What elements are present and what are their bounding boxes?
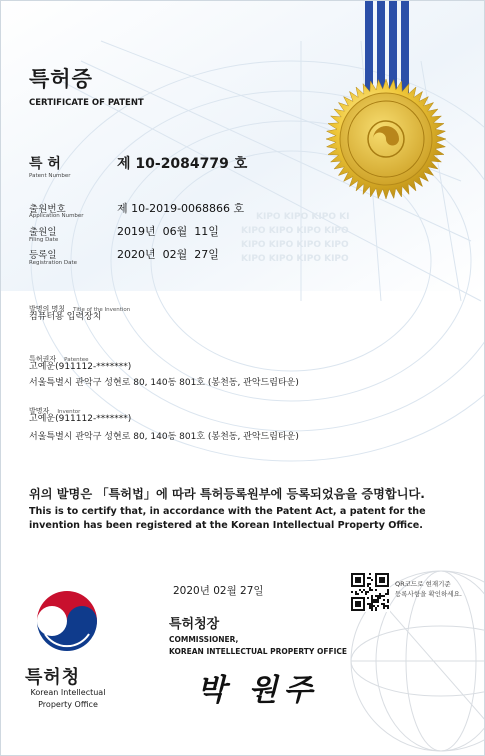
filing-date-value: 2019년 06월 11일 <box>117 225 219 238</box>
certificate-title-en: CERTIFICATE OF PATENT <box>29 98 144 108</box>
issue-date: 2020년 02월 27일 <box>173 585 264 597</box>
office-name-ko: 특허청 <box>25 667 81 688</box>
commissioner-title-en <box>169 634 347 657</box>
patentee-name: 고예운(911112-*******) <box>29 362 132 372</box>
invention-label: 발명의 명칭 <box>29 305 66 313</box>
qr-caption-line-2: 등록사항을 확인하세요. <box>395 590 462 598</box>
certification-text-ko: 위의 발명은 「특허법」에 따라 특허등록원부에 등록되었음을 증명합니다. <box>29 487 425 501</box>
svg-text:KIPO KIPO KIPO KIPO: KIPO KIPO KIPO KIPO <box>241 240 349 250</box>
commissioner-title: 특허청장 <box>169 617 220 632</box>
registration-date-value: 2020년 02월 27일 <box>117 248 219 261</box>
qr-code-icon <box>350 572 390 612</box>
office-name-en <box>21 687 115 711</box>
office-name-en-2: Property Office <box>38 700 98 709</box>
kipo-logo-icon <box>37 591 97 651</box>
inventor-label: 발명자 <box>29 407 50 415</box>
application-number-label: 출원번호 <box>29 204 66 215</box>
patent-number-label: 특 허 <box>29 156 61 172</box>
application-number-value: 제 10-2019-0068866 호 <box>117 202 245 215</box>
patentee-label: 특허권자 <box>29 355 57 363</box>
patentee-address: 서울특별시 관악구 성현로 80, 140동 801호 (봉천동, 관악드림타운) <box>29 378 299 388</box>
svg-text:KIPO KIPO KIPO KIPO: KIPO KIPO KIPO KIPO <box>241 254 349 264</box>
invention-label-en: Title of the Invention <box>73 307 131 313</box>
svg-text:KIPO KIPO KIPO KIPO: KIPO KIPO KIPO KIPO <box>241 226 349 236</box>
patent-number-value: 제 10-2084779 호 <box>117 156 248 172</box>
commissioner-title-en-1: COMMISSIONER, <box>169 635 239 644</box>
commissioner-title-en-2: KOREAN INTELLECTUAL PROPERTY OFFICE <box>169 646 348 656</box>
inventor-label-en: Inventor <box>57 409 81 415</box>
gold-seal-icon <box>326 79 446 199</box>
inventor-address: 서울특별시 관악구 성현로 80, 140동 801호 (봉천동, 관악드림타운) <box>29 432 299 442</box>
patent-number-label-en: Patent Number <box>29 173 71 179</box>
filing-date-label: 출원일 <box>29 227 57 238</box>
filing-date-label-en: Filing Date <box>29 237 59 243</box>
svg-text:KIPO KIPO KIPO KI: KIPO KIPO KIPO KI <box>256 212 350 222</box>
certification-text-en: This is to certify that, in accordance with the Patent Act, a patent for the invention has been registered at the Korean Intellectual Property Office. <box>29 506 426 531</box>
invention-title: 컴퓨터용 입력장치 <box>29 312 102 322</box>
certificate-title: 특허증 <box>29 67 93 91</box>
patentee-label-en: Patentee <box>64 357 89 363</box>
qr-caption-line-1: QR코드로 현재기준 <box>395 580 451 588</box>
qr-caption <box>395 579 462 599</box>
registration-date-label: 등록일 <box>29 250 57 261</box>
inventor-name: 고예운(911112-*******) <box>29 414 132 424</box>
office-name-en-1: Korean Intellectual <box>30 688 106 697</box>
registration-date-label-en: Registration Date <box>29 260 78 266</box>
commissioner-signature: 박 원주 <box>197 673 319 708</box>
application-number-label-en: Application Number <box>29 213 84 219</box>
